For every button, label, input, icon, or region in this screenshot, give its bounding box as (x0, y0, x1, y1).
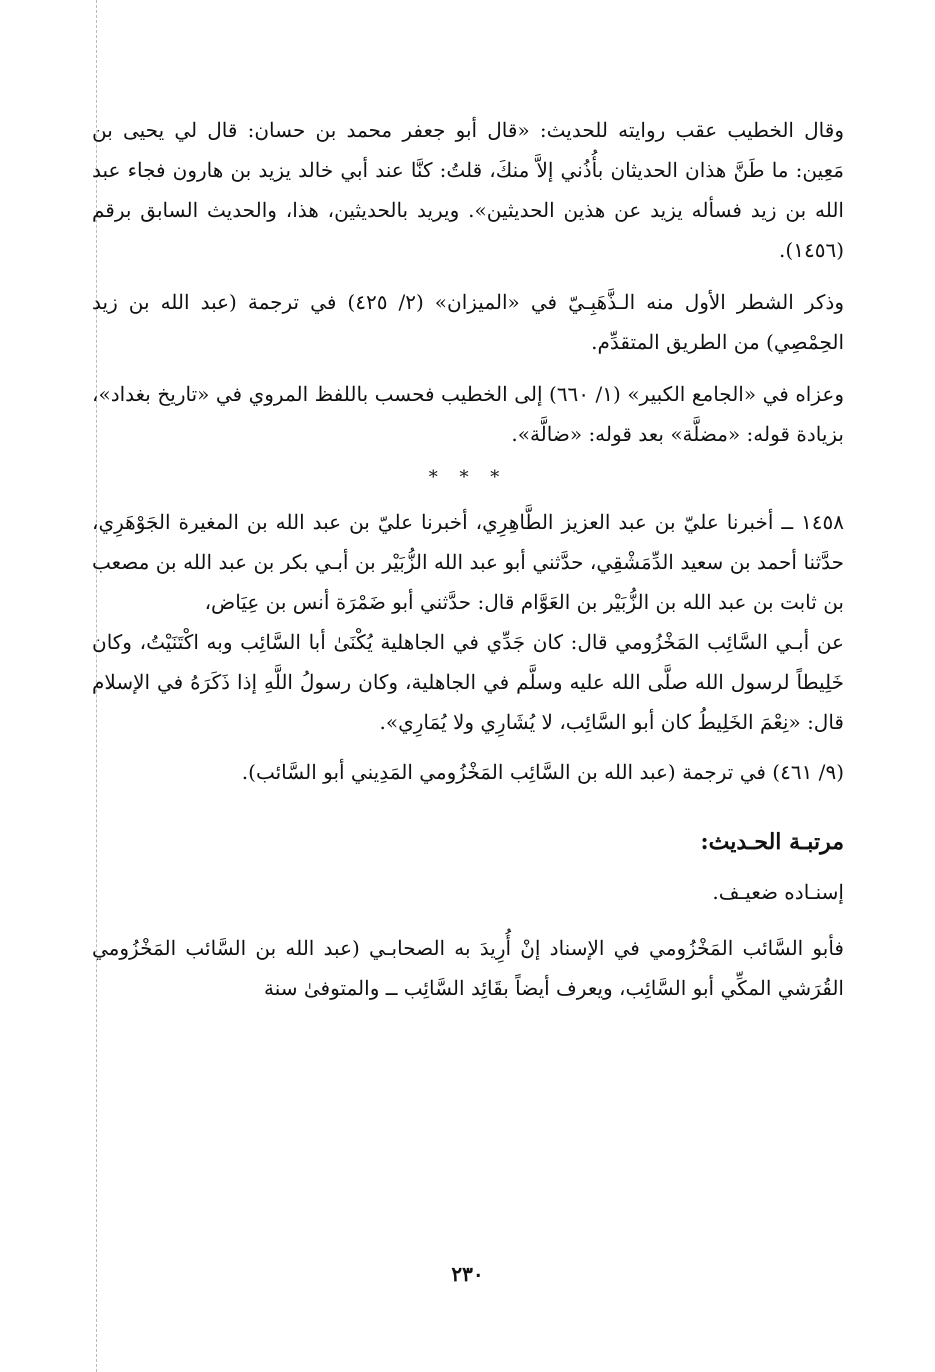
text-body (92, 110, 844, 1008)
hadith-matn: عن أبـي السَّائِب المَخْزُومي قال: كان جَدِّي في الجاهلية يُكْنَىٰ أبا السَّائِب وبه اكْتَنَيْتُ، وكان خَلِيطاً لرسول الله صلَّى الله عليه وسلَّم في الجاهلية، وكان رسولُ اللَّهِ إذا ذَكَرَهُ في الإسلام قال: «نِعْمَ الخَلِيطُ كان أبو السَّائِب، لا يُشَارِي ولا يُمَارِي». (92, 630, 844, 734)
hadith-reference: (٩/ ٤٦١) في ترجمة (عبد الله بن السَّائِب المَخْزُومي المَدِيني أبو السَّائب). (241, 760, 844, 784)
paragraph-jami-kabir: وعزاه في «الجامع الكبير» (١/ ٦٦٠) إلى الخطيب فحسب باللفظ المروي في «تاريخ بغداد»، بزيادة قوله: «مضلَّة» بعد قوله: «ضالَّة». (92, 382, 844, 446)
page-number: ٢٣٠ (451, 1262, 484, 1286)
section-heading: مرتبـة الحـديث: (700, 829, 844, 855)
paragraph-khatib-comment: وقال الخطيب عقب روايته للحديث: «قال أبو جعفر محمد بن حسان: قال لي يحيى بن مَعِين: ما طَنَّ هذان الحديثان بأُذُني إلاَّ منكَ، قلتُ: كنَّا عند أبي خالد يزيد بن هارون فجاء عبد الله بن زيد فسأله يزيد عن هذين الحديثين». ويريد بالحديثين، هذا، والحديث السابق برقم (١٤٥٦). (92, 118, 844, 262)
section-separator: * * * (428, 467, 508, 488)
hadith-isnad: ١٤٥٨ ــ أخبرنا عليّ بن عبد العزيز الطَّاهِرِي، أخبرنا عليّ بن عبد الله بن المغيرة الجَوْهَرِي، حدَّثنا أحمد بن سعيد الدِّمَشْقِي، حدَّثني أبو عبد الله الزُّبَيْر بن أبـي بكر بن عبد الله بن مصعب بن ثابت بن عبد الله بن الزُّبَيْر بن العَوَّام قال: حدَّثني أبو ضَمْرَة أنس بن عِيَاض، (92, 510, 844, 614)
paragraph-narrator-note: فأبو السَّائب المَخْزُومي في الإسناد إنْ أُرِيدَ به الصحابـي (عبد الله بن السَّائب المَخْزُومي القُرَشي المكِّي أبو السَّائِب، ويعرف أيضاً بقَائِد السَّائِب ــ والمتوفىٰ سنة (92, 936, 844, 1000)
paragraph-dhahabi: وذكر الشطر الأول منه الـذَّهَبِـيّ في «الميزان» (٢/ ٤٢٥) في ترجمة (عبد الله بن زيد الحِمْصِي) من الطريق المتقدِّم. (92, 290, 844, 354)
verdict-text: إسنـاده ضعيـف. (712, 880, 844, 904)
